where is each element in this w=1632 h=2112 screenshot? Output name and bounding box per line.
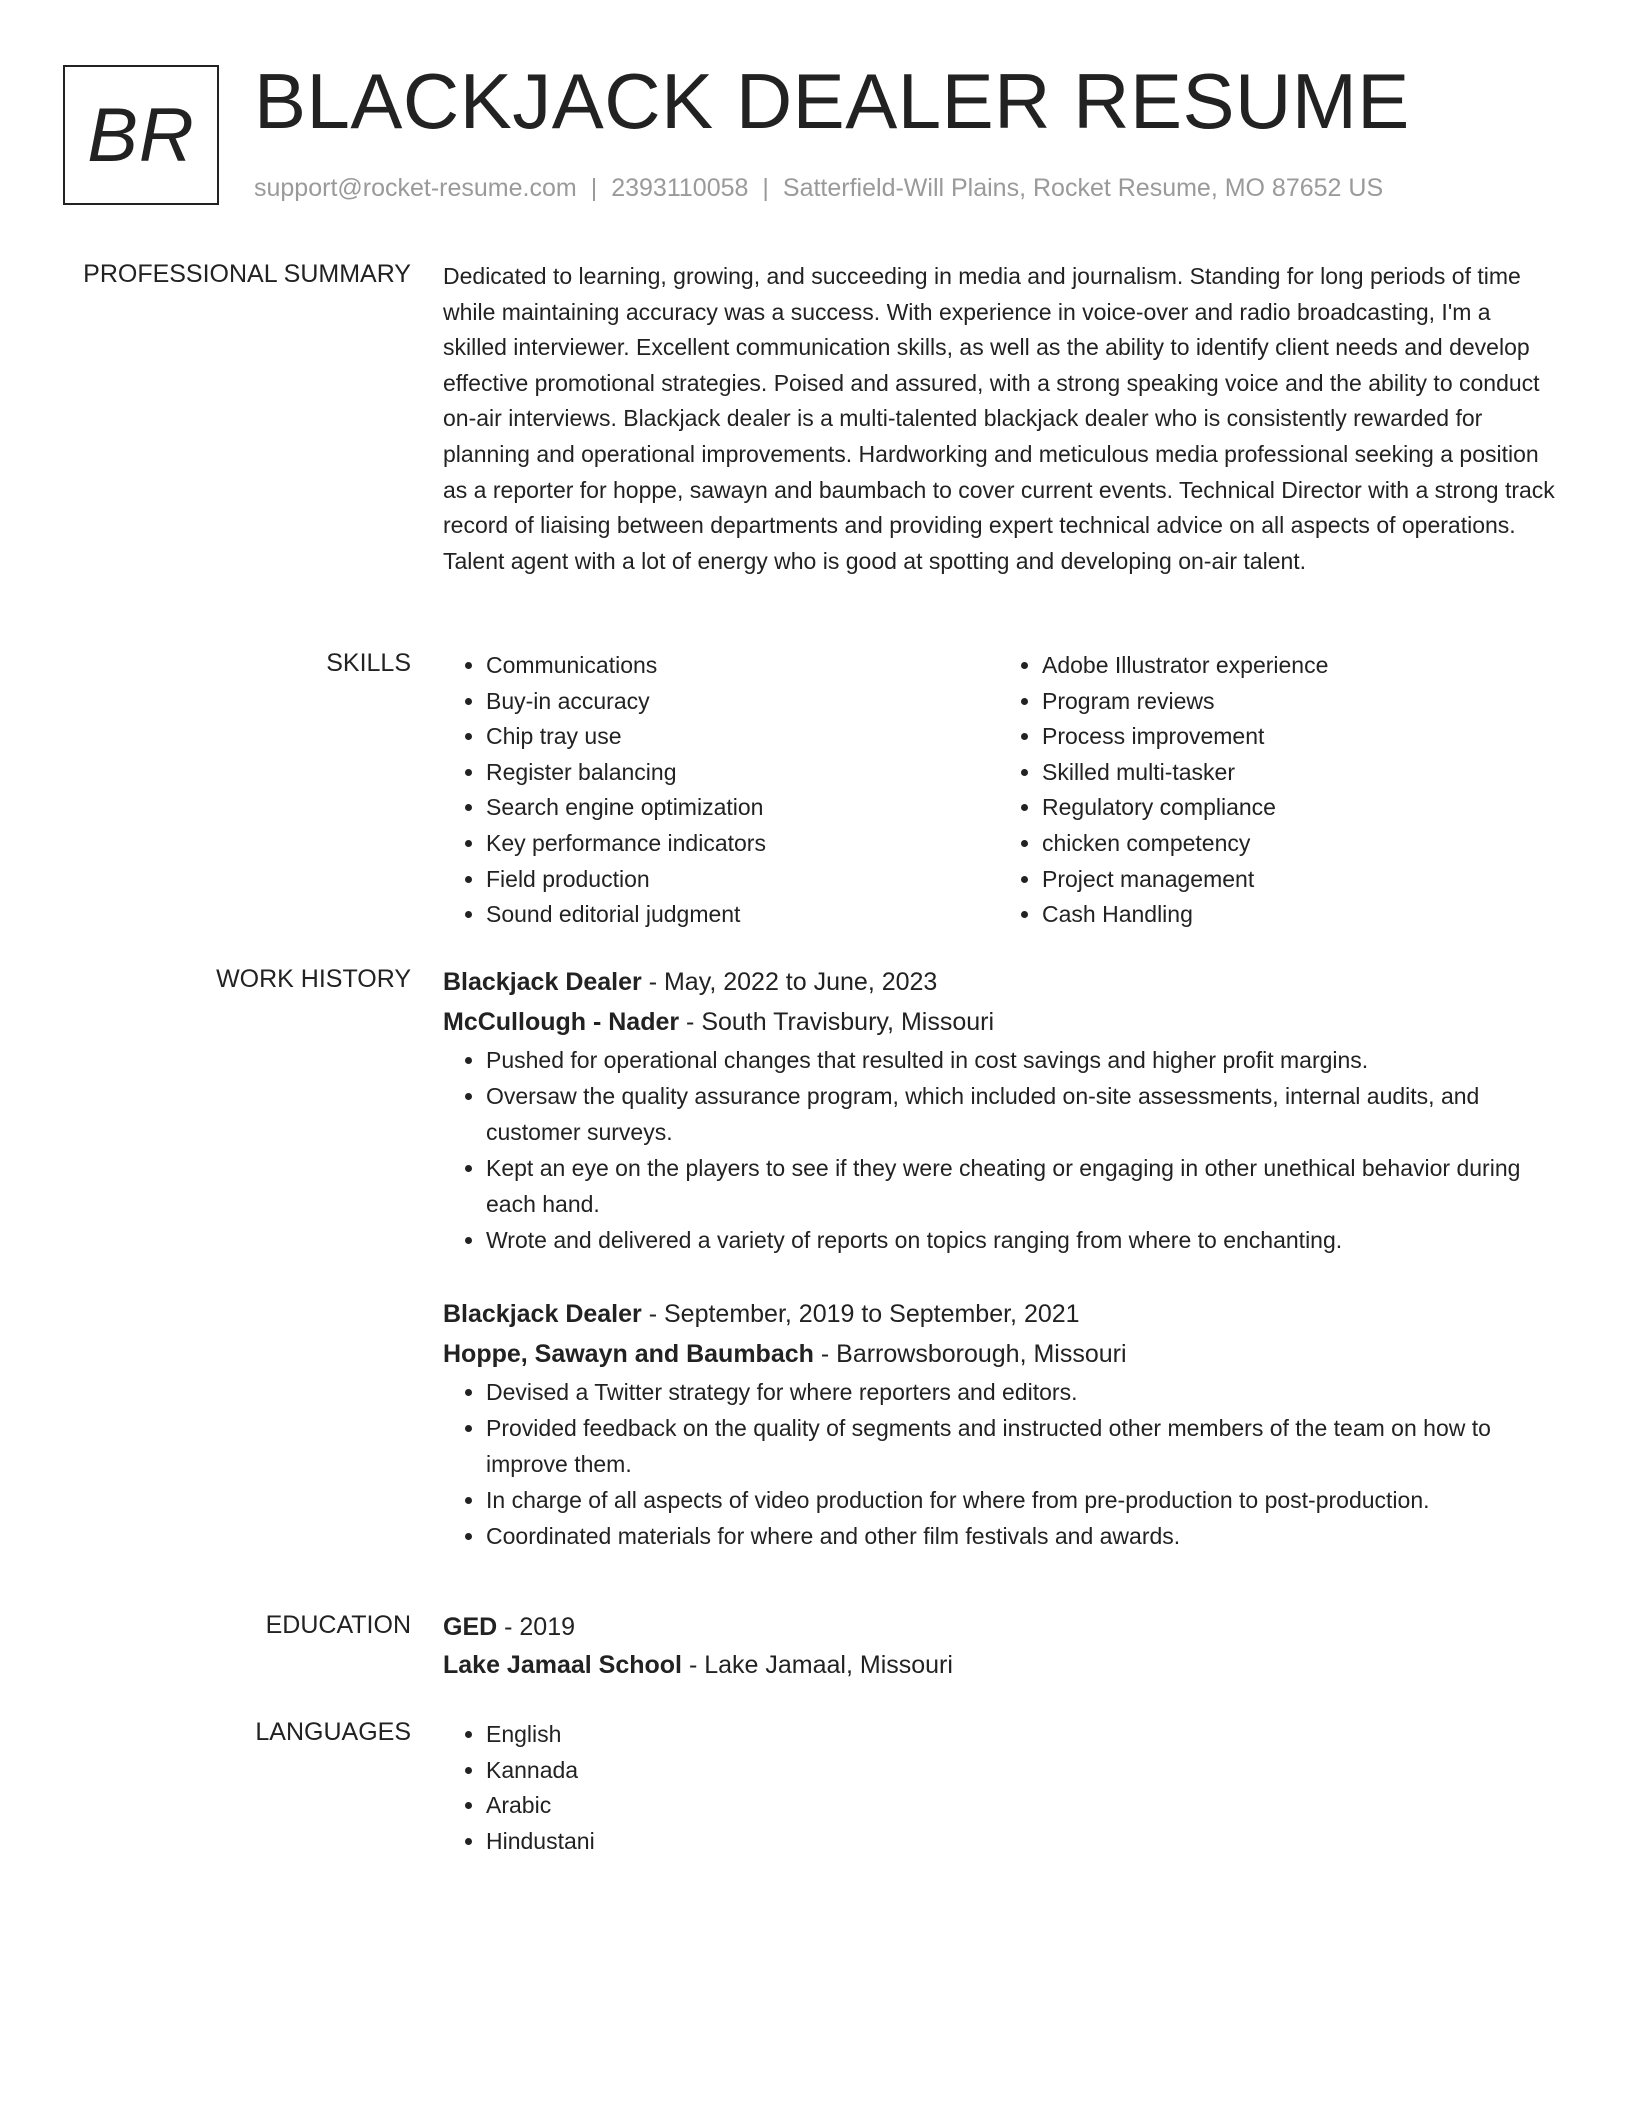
job-entry [443, 1294, 1555, 1554]
education-year: 2019 [519, 1613, 576, 1641]
contact-phone: 2393110058 [611, 174, 749, 202]
languages-heading: LANGUAGES [255, 1718, 411, 1746]
job-role: Blackjack Dealer [443, 1300, 642, 1328]
skills-list-left [443, 648, 999, 933]
contact-line [254, 173, 1383, 203]
skills-list-right [999, 648, 1555, 933]
job-bullet: • Provided feedback on the quality of segments and instructed other members of the team on how to improve them. [486, 1410, 1555, 1482]
summary-body [443, 259, 1555, 579]
education-body [443, 1608, 1555, 1684]
job-title-line: Blackjack Dealer - September, 2019 to September, 2021 [443, 1300, 1080, 1328]
contact-email: support@rocket-resume.com [254, 174, 577, 202]
education-degree: GED [443, 1613, 498, 1641]
skill-item: • Adobe Illustrator experience [1042, 648, 1555, 684]
languages-list [443, 1717, 1555, 1859]
language-item: • Kannada [486, 1753, 1555, 1789]
skill-item: • Program reviews [1042, 684, 1555, 720]
skill-item: • Chip tray use [486, 719, 999, 755]
skill-item: • Search engine optimization [486, 790, 999, 826]
contact-separator: | [590, 174, 598, 202]
job-bullets [443, 1374, 1555, 1554]
job-bullet: • Devised a Twitter strategy for where reporters and editors. [486, 1374, 1555, 1410]
job-bullets [443, 1042, 1555, 1258]
language-item: • Arabic [486, 1788, 1555, 1824]
job-company-line: Hoppe, Sawayn and Baumbach - Barrowsborough, Missouri [443, 1340, 1127, 1368]
skill-item: • Key performance indicators [486, 826, 999, 862]
job-company: McCullough - Nader [443, 1008, 680, 1036]
monogram: BR [63, 65, 219, 205]
language-item: • English [486, 1717, 1555, 1753]
skill-item: • Skilled multi-tasker [1042, 755, 1555, 791]
work-body [443, 962, 1555, 1590]
languages-body [443, 1717, 1555, 1859]
education-school: Lake Jamaal School [443, 1651, 683, 1679]
skill-item: • Buy-in accuracy [486, 684, 999, 720]
job-location: South Travisbury, Missouri [701, 1008, 995, 1036]
skill-item: • Cash Handling [1042, 897, 1555, 933]
skills-body [443, 648, 1555, 933]
education-school-line: Lake Jamaal School - Lake Jamaal, Missouri [443, 1651, 953, 1679]
job-location: Barrowsborough, Missouri [836, 1340, 1127, 1368]
job-company-line: McCullough - Nader - South Travisbury, Missouri [443, 1008, 995, 1036]
skill-item: • chicken competency [1042, 826, 1555, 862]
job-bullet: • Kept an eye on the players to see if they were cheating or engaging in other unethical behavior during each hand. [486, 1150, 1555, 1222]
job-role: Blackjack Dealer [443, 968, 642, 996]
job-bullet: • Wrote and delivered a variety of reports on topics ranging from where to enchanting. [486, 1222, 1555, 1258]
page-title: BLACKJACK DEALER RESUME [254, 57, 1410, 145]
skills-heading: SKILLS [326, 649, 411, 677]
job-dates: May, 2022 to June, 2023 [663, 968, 938, 996]
job-bullet: • Coordinated materials for where and other film festivals and awards. [486, 1518, 1555, 1554]
skill-item: • Sound editorial judgment [486, 897, 999, 933]
skill-item: • Project management [1042, 862, 1555, 898]
skill-item: • Process improvement [1042, 719, 1555, 755]
job-title-line: Blackjack Dealer - May, 2022 to June, 2023 [443, 968, 938, 996]
education-heading: EDUCATION [265, 1611, 411, 1639]
job-entry [443, 962, 1555, 1258]
contact-address: Satterfield-Will Plains, Rocket Resume, MO 87652 US [782, 174, 1384, 202]
job-company: Hoppe, Sawayn and Baumbach [443, 1340, 814, 1368]
summary-heading: PROFESSIONAL SUMMARY [83, 260, 411, 288]
language-item: • Hindustani [486, 1824, 1555, 1860]
work-heading: WORK HISTORY [216, 965, 411, 993]
skill-item: • Field production [486, 862, 999, 898]
education-location: Lake Jamaal, Missouri [704, 1651, 953, 1679]
education-degree-line: GED - 2019 [443, 1613, 576, 1641]
job-bullet: • In charge of all aspects of video production for where from pre-production to post-production. [486, 1482, 1555, 1518]
job-dates: September, 2019 to September, 2021 [663, 1300, 1080, 1328]
skill-item: • Communications [486, 648, 999, 684]
contact-separator: | [762, 174, 769, 202]
job-bullet: • Pushed for operational changes that resulted in cost savings and higher profit margins. [486, 1042, 1555, 1078]
skill-item: • Regulatory compliance [1042, 790, 1555, 826]
skill-item: • Register balancing [486, 755, 999, 791]
job-bullet: • Oversaw the quality assurance program, which included on-site assessments, internal audits, and customer surveys. [486, 1078, 1555, 1150]
summary-text: Dedicated to learning, growing, and succeeding in media and journalism. Standing for long periods of time while maintaining accuracy was a success. With experience in voice-over and radio broadcasting, I'm a skilled interviewer. Excellent communication skills, as well as the ability to identify client needs and develop effective promotional strategies. Poised and assured, with a strong speaking voice and the ability to conduct on-air interviews. Blackjack dealer is a multi-talented blackjack dealer who is consistently rewarded for planning and operational improvements. Hardworking and meticulous media professional seeking a position as a reporter for hoppe, sawayn and baumbach to cover current events. Technical Director with a strong track record of liaising between departments and providing expert technical advice on all aspects of operations. Talent agent with a lot of energy who is good at spotting and developing on-air talent. [443, 263, 1555, 574]
